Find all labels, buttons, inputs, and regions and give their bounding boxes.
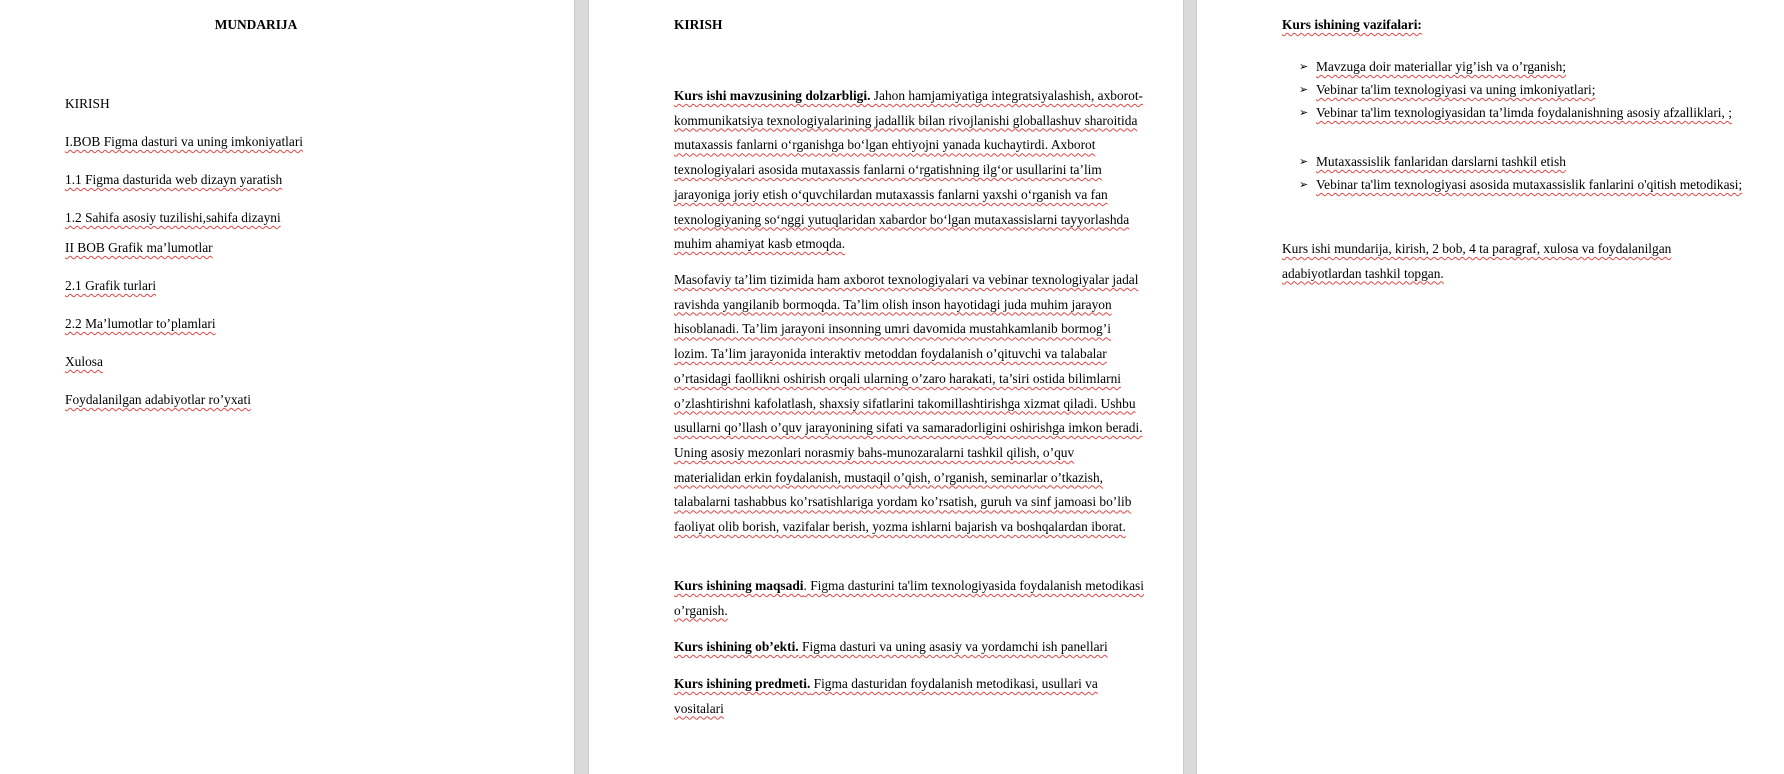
arrow-bullet-icon: ➢ — [1299, 179, 1309, 191]
task-item[interactable] — [1299, 79, 1756, 101]
toc-item[interactable]: Xulosa — [65, 354, 103, 369]
goal-text: . Figma dasturini ta'lim texnologiyasida foydalanish metodikasi o’rganish. — [674, 578, 1144, 618]
subject-text: Figma dasturidan foydalanish metodikasi, usullari va vositalari — [674, 676, 1098, 716]
document-page-1 — [0, 0, 574, 774]
arrow-bullet-icon: ➢ — [1299, 61, 1309, 73]
toc-item[interactable]: Foydalanilgan adabiyotlar ro’yxati — [65, 392, 251, 407]
toc-item[interactable]: 2.1 Grafik turlari — [65, 278, 157, 293]
task-item[interactable] — [1299, 56, 1756, 78]
relevance-paragraph[interactable] — [674, 84, 1144, 257]
goal-paragraph[interactable] — [674, 574, 1144, 623]
toc-item[interactable]: I.BOB Figma dasturi va uning imkoniyatlari — [65, 134, 304, 149]
task-text: Mavzuga doir materiallar yig’ish va o’rganish; — [1316, 59, 1567, 74]
object-paragraph[interactable] — [674, 635, 1144, 660]
task-text: Mutaxassislik fanlaridan darslarni tashkil etish — [1316, 154, 1566, 169]
distance-paragraph[interactable]: Masofaviy ta’lim tizimida ham axborot texnologiyalari va vebinar texnologiyalar jadal ravishda yangilanib bormoqda. Ta’lim olish inson hayotidagi juda muhim jarayon hisoblanadi. Ta’lim jarayoni insonning umri davomida mustahkamlanib bormog’i lozim. Ta’lim jarayonida interaktiv metoddan foydalanish o’qituvchi va talabalar o’rtasidagi faollikni oshirish orqali ularning o’zaro harakati, ta’siri ostida bilimlarni o’zlashtirishni kafolatlash, shaxsiy sifatlarini takomillashtirishga xizmat qiladi. Ushbu usullarni qo’llash o’quv jarayonining sifati va samaradorligini oshirishga imkon beradi. Uning asosiy mezonlari norasmiy bahs-munozaralarni tashkil qilish, o’quv materialidan erkin foydalanish, mustaqil o’qish, o’rganish, seminarlar o’tkazish, talabalarni tashabbus ko’rsatishlariga yordam ko’rsatish, guruh va sinf jamoasi bo’lib faoliyat olib borish, vazifalar berish, yozma ishlarni bajarish va boshqalardan iborat. — [674, 272, 1143, 535]
task-text: Vebinar ta'lim texnologiyasi va uning imkoniyatlari; — [1316, 82, 1596, 97]
arrow-bullet-icon: ➢ — [1299, 84, 1309, 96]
toc-item[interactable]: KIRISH — [65, 96, 110, 111]
toc-item[interactable]: 1.1 Figma dasturida web dizayn yaratish — [65, 172, 283, 187]
task-item[interactable] — [1299, 151, 1756, 173]
toc-item[interactable]: 1.2 Sahifa asosiy tuzilishi,sahifa dizayni — [65, 210, 281, 225]
intro-title: KIRISH — [674, 17, 723, 32]
subject-paragraph[interactable] — [674, 672, 1144, 721]
page-gap — [1183, 0, 1197, 774]
object-heading: Kurs ishining ob’ekti. — [674, 639, 799, 654]
relevance-text: Jahon hamjamiyatiga integratsiyalashish, axborot-kommunikatsiya texnologiyalarining jadallik bilan rivojlanishi globallashuv sharoitida mutaxassis fanlarni o‘rganishga bo‘lgan ehtiyojni yanada kuchaytirdi. Axborot texnologiyalari asosida mutaxassis fanlarni o‘rgatishning ilg‘or usullarini ta’lim jarayoniga joriy etish o‘quvchilardan mutaxassis fanlarni yaxshi o‘rganish va fan texnologiyaning so‘nggi yutuqlaridan xabardor bo‘lgan mutaxassislarni tayyorlashda muhim ahamiyat kasb etmoqda. — [674, 88, 1144, 252]
object-text: Figma dasturi va uning asasiy va yordamchi ish panellari — [798, 639, 1108, 654]
goal-heading: Kurs ishining maqsadi — [674, 578, 804, 593]
arrow-bullet-icon: ➢ — [1299, 107, 1309, 119]
toc-item[interactable]: 2.2 Ma’lumotlar to’plamlari — [65, 316, 216, 331]
task-item[interactable] — [1299, 174, 1756, 196]
toc-title: MUNDARIJA — [214, 17, 298, 32]
tasks-title: Kurs ishining vazifalari: — [1282, 17, 1422, 32]
summary-paragraph[interactable]: Kurs ishi mundarija, kirish, 2 bob, 4 ta paragraf, xulosa va foydalanilgan adabiyotlardan tashkil topgan. — [1282, 241, 1672, 281]
toc-item[interactable]: II BOB Grafik ma’lumotlar — [65, 240, 213, 255]
task-text: Vebinar ta'lim texnologiyasidan ta’limda foydalanishning asosiy afzalliklari, ; — [1316, 105, 1732, 120]
page-gap — [574, 0, 589, 774]
task-text: Vebinar ta'lim texnologiyasi asosida mutaxassislik fanlarini o'qitish metodikasi; — [1316, 177, 1743, 192]
subject-heading: Kurs ishining predmeti. — [674, 676, 811, 691]
arrow-bullet-icon: ➢ — [1299, 156, 1309, 168]
relevance-heading: Kurs ishi mavzusining dolzarbligi. — [674, 88, 871, 103]
task-item[interactable] — [1299, 102, 1756, 124]
